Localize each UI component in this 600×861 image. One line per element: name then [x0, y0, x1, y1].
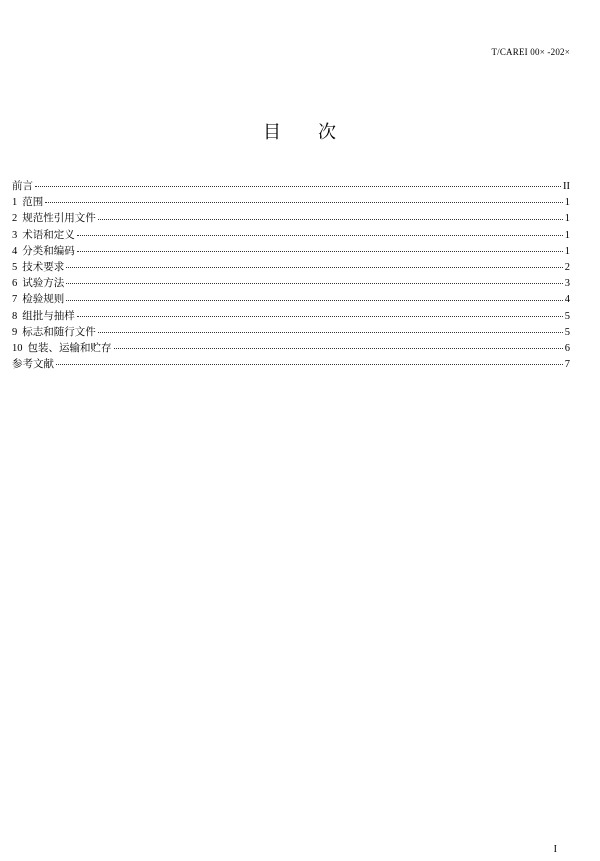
- toc-entry[interactable]: [12, 178, 570, 194]
- toc-entry-label: [12, 210, 96, 227]
- toc-entry[interactable]: [12, 194, 570, 210]
- toc-entry-text: 包装、运输和贮存: [27, 341, 112, 354]
- toc-entry[interactable]: [12, 308, 570, 324]
- toc-entry-number: 7: [12, 294, 18, 306]
- toc-entry-label: [12, 356, 54, 373]
- toc-entry-text: 参考文献: [12, 358, 54, 371]
- toc-entry-label: [12, 194, 43, 211]
- toc-entry-number: 5: [12, 261, 18, 273]
- toc-entry-text: 技术要求: [22, 260, 65, 273]
- dot-leader: [35, 186, 561, 187]
- toc-entry-text: 分类和编码: [22, 244, 75, 257]
- dot-leader: [66, 267, 563, 268]
- document-code: T/CAREI 00× -202×: [491, 47, 570, 57]
- dot-leader: [98, 332, 563, 333]
- toc-entry-label: [12, 259, 64, 276]
- toc-entry-text: 范围: [22, 196, 44, 209]
- toc-entry-text: 前言: [12, 180, 33, 192]
- toc-entry-page: 5: [564, 310, 570, 322]
- toc-entry-page: 5: [564, 326, 570, 338]
- toc-entry-label: [12, 178, 33, 195]
- toc-entry[interactable]: [12, 275, 570, 291]
- toc-entry-label: [12, 291, 64, 308]
- toc-entry-label: [12, 275, 64, 292]
- dot-leader: [114, 348, 563, 349]
- table-of-contents: [12, 178, 570, 372]
- toc-entry-page: 6: [564, 342, 570, 354]
- dot-leader: [77, 251, 563, 252]
- toc-title: [0, 118, 600, 144]
- toc-entry[interactable]: [12, 324, 570, 340]
- toc-entry-label: [12, 324, 96, 341]
- toc-entry-number: 10: [12, 342, 23, 354]
- dot-leader: [66, 300, 563, 301]
- toc-entry[interactable]: [12, 259, 570, 275]
- toc-entry-number: 3: [12, 229, 18, 241]
- toc-entry-number: 9: [12, 326, 18, 338]
- toc-entry-label: [12, 340, 112, 357]
- toc-entry-text: 术语和定义: [22, 228, 75, 241]
- dot-leader: [77, 316, 563, 317]
- toc-entry-text: 检验规则: [22, 293, 65, 306]
- toc-entry-page: 1: [564, 229, 570, 241]
- toc-entry[interactable]: [12, 243, 570, 259]
- toc-entry-label: [12, 227, 75, 244]
- dot-leader: [98, 219, 563, 220]
- toc-entry[interactable]: [12, 356, 570, 372]
- toc-entry[interactable]: [12, 210, 570, 226]
- toc-entry-page: 2: [564, 261, 570, 273]
- toc-entry-text: 试验方法: [22, 277, 65, 290]
- toc-entry-page: 3: [564, 278, 570, 290]
- toc-entry-number: 1: [12, 197, 18, 209]
- toc-entry-text: 规范性引用文件: [22, 212, 96, 225]
- toc-entry-text: 组批与抽样: [22, 309, 75, 322]
- toc-entry-page: 7: [564, 359, 570, 371]
- toc-entry-text: 标志和随行文件: [22, 325, 96, 338]
- toc-title-part1: 目: [263, 122, 282, 143]
- toc-entry-number: 4: [12, 245, 18, 257]
- dot-leader: [77, 235, 563, 236]
- toc-entry-page: 1: [564, 245, 570, 257]
- dot-leader: [66, 283, 563, 284]
- toc-entry[interactable]: [12, 340, 570, 356]
- dot-leader: [45, 202, 563, 203]
- dot-leader: [56, 364, 563, 365]
- toc-title-part2: 次: [318, 122, 337, 143]
- page-number: I: [553, 844, 557, 855]
- toc-entry-label: [12, 308, 75, 325]
- toc-entry-number: 6: [12, 278, 18, 290]
- toc-entry-page: 1: [564, 213, 570, 225]
- toc-entry-number: 2: [12, 213, 18, 225]
- toc-entry-page: 4: [564, 294, 570, 306]
- toc-entry-number: 8: [12, 310, 18, 322]
- toc-entry[interactable]: [12, 227, 570, 243]
- toc-entry-label: [12, 243, 75, 260]
- toc-entry-page: II: [563, 181, 570, 192]
- toc-entry-page: 1: [564, 197, 570, 209]
- toc-entry[interactable]: [12, 291, 570, 307]
